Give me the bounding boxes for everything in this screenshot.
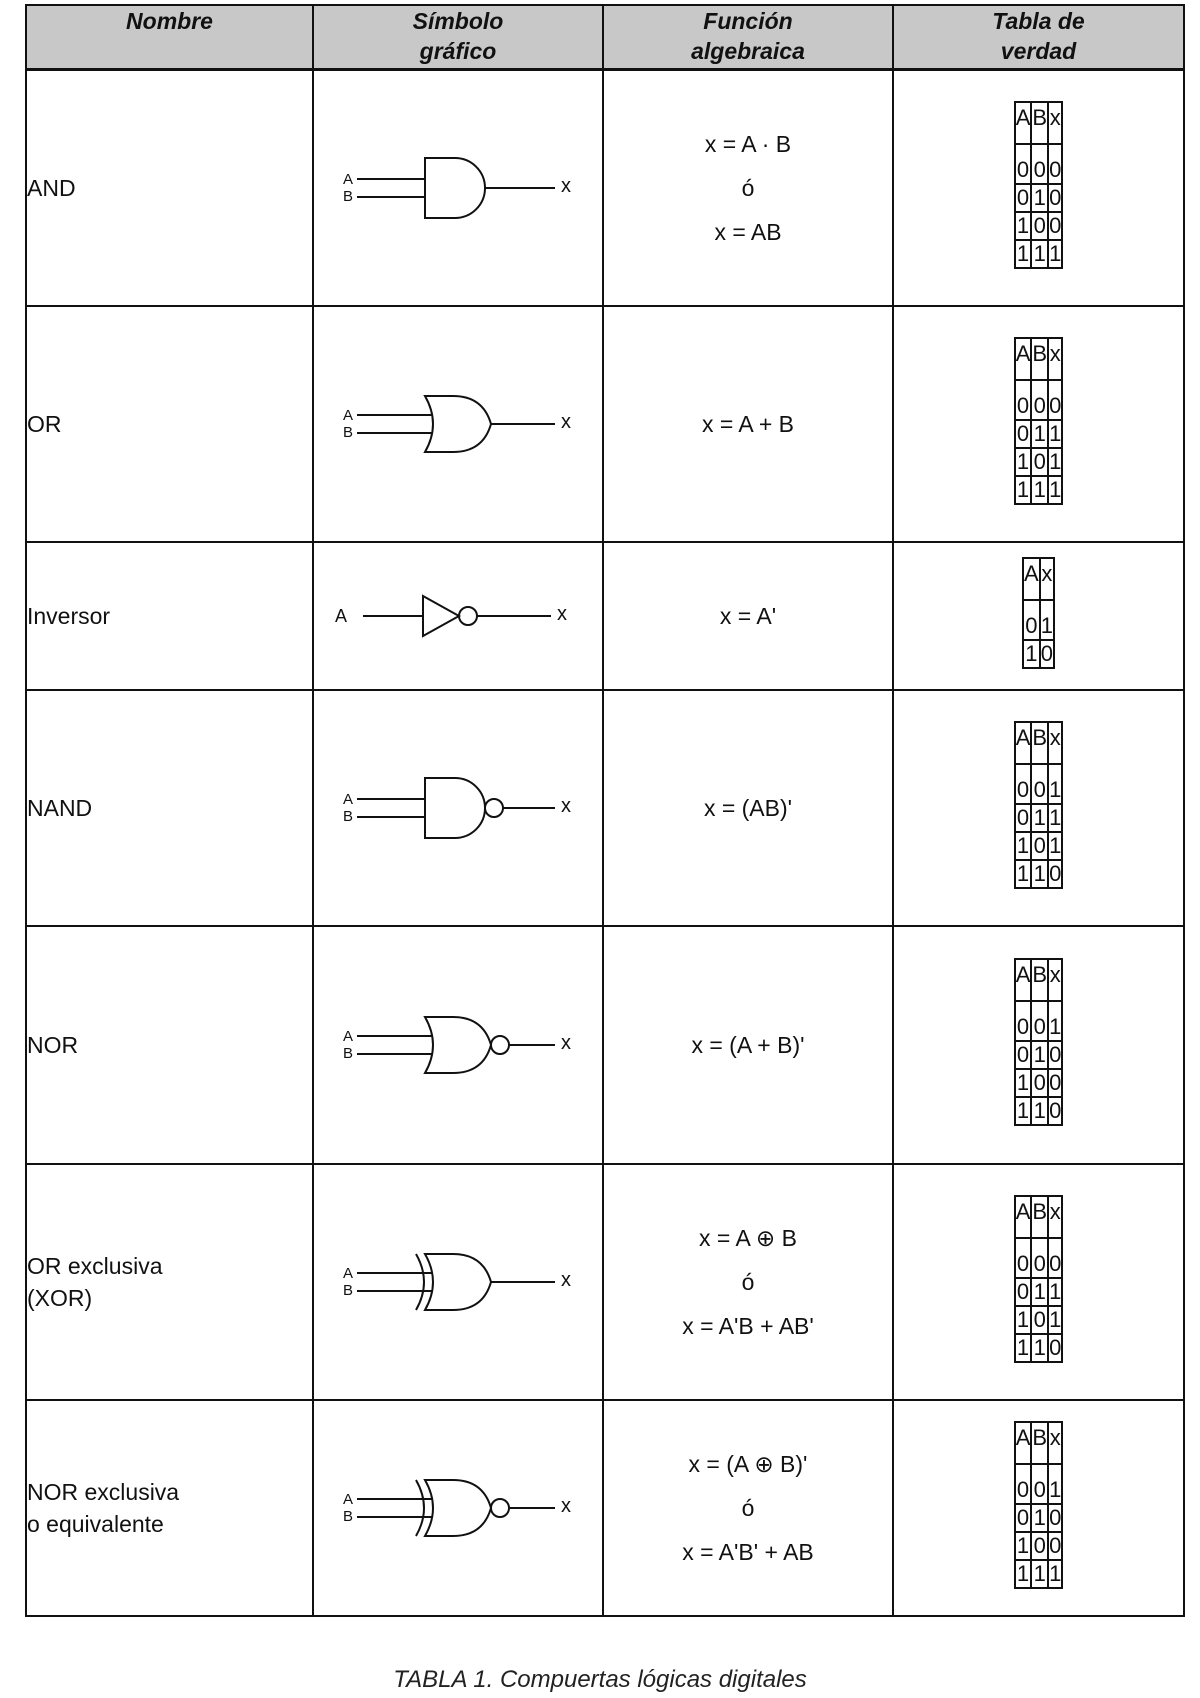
gate-row bbox=[26, 1400, 1184, 1616]
truth-table-cell bbox=[893, 306, 1184, 542]
truth-value: 1 bbox=[1031, 184, 1048, 212]
truth-value: 1 bbox=[1015, 832, 1032, 860]
algebraic-expression: ó bbox=[741, 1268, 755, 1295]
truth-value: 0 bbox=[1031, 1069, 1048, 1097]
gate-name-line: NAND bbox=[27, 794, 93, 821]
truth-value: 1 bbox=[1031, 860, 1048, 888]
truth-value: 1 bbox=[1031, 1097, 1048, 1125]
header-symbol: Símbolo gráfico bbox=[313, 5, 603, 70]
truth-value: 1 bbox=[1049, 1307, 1062, 1332]
truth-table bbox=[1014, 958, 1064, 1126]
output-x-label: x bbox=[557, 602, 567, 625]
input-b-label: B bbox=[343, 1281, 354, 1299]
input-b-label: B bbox=[343, 423, 354, 441]
algebraic-expression: x = (A + B)' bbox=[691, 1031, 805, 1058]
logic-gates-table bbox=[25, 4, 1185, 1617]
truth-value: 1 bbox=[1031, 420, 1048, 448]
truth-table-cell bbox=[893, 542, 1184, 690]
header-row bbox=[26, 5, 1184, 70]
truth-header-a: A bbox=[1023, 558, 1040, 600]
truth-header-x: x bbox=[1048, 102, 1062, 144]
truth-value: 0 bbox=[1031, 144, 1048, 184]
truth-value: 1 bbox=[1049, 449, 1062, 474]
truth-value: 1 bbox=[1031, 1504, 1048, 1532]
gate-symbol-cell bbox=[313, 306, 603, 542]
xor-gate-symbol bbox=[323, 1227, 593, 1337]
truth-table-cell bbox=[893, 70, 1184, 306]
gate-name-line: o equivalente bbox=[27, 1510, 164, 1537]
gate-name bbox=[26, 542, 313, 690]
truth-value: 1 bbox=[1015, 1334, 1032, 1362]
truth-value: 1 bbox=[1049, 477, 1062, 502]
truth-value: 1 bbox=[1049, 241, 1062, 267]
algebraic-expression: x = A ⊕ B bbox=[699, 1224, 797, 1251]
gate-symbol-cell bbox=[313, 1400, 603, 1616]
input-a-label: A bbox=[343, 170, 354, 188]
truth-table-cell bbox=[893, 690, 1184, 926]
algebraic-expression: x = A' bbox=[719, 602, 777, 629]
truth-value: 0 bbox=[1015, 1001, 1032, 1041]
truth-header-b: B bbox=[1031, 1422, 1048, 1464]
truth-value: 0 bbox=[1048, 144, 1062, 184]
truth-value: 0 bbox=[1049, 1335, 1062, 1360]
truth-header-a: A bbox=[1015, 722, 1032, 764]
truth-value: 0 bbox=[1015, 420, 1032, 448]
truth-value: 0 bbox=[1015, 764, 1032, 804]
algebraic-expression: ó bbox=[741, 174, 755, 201]
truth-value: 1 bbox=[1015, 1560, 1032, 1588]
truth-value: 0 bbox=[1031, 212, 1048, 240]
truth-value: 0 bbox=[1031, 832, 1048, 860]
input-b-label: B bbox=[343, 1044, 354, 1062]
truth-value: 1 bbox=[1049, 805, 1062, 830]
truth-table bbox=[1014, 1195, 1064, 1363]
truth-table-cell bbox=[893, 1164, 1184, 1400]
input-a-label: A bbox=[343, 1027, 354, 1045]
algebraic-expression: x = AB bbox=[714, 218, 782, 245]
gate-name-line: (XOR) bbox=[27, 1284, 93, 1311]
truth-header-b: B bbox=[1031, 338, 1048, 380]
truth-header-a: A bbox=[1015, 1196, 1032, 1238]
truth-header-x: x bbox=[1040, 558, 1054, 600]
input-a-label: A bbox=[343, 1490, 354, 1508]
table-caption: TABLA 1. Compuertas lógicas digitales bbox=[393, 1666, 807, 1693]
algebraic-function-cell bbox=[603, 1400, 893, 1616]
truth-value: 1 bbox=[1015, 212, 1032, 240]
input-b-label: B bbox=[343, 807, 354, 825]
truth-header-x: x bbox=[1048, 959, 1062, 1001]
truth-value: 1 bbox=[1015, 240, 1032, 268]
input-a-label: A bbox=[335, 605, 348, 626]
gate-name-line: Inversor bbox=[27, 602, 111, 629]
truth-table bbox=[1014, 101, 1064, 269]
gate-name bbox=[26, 690, 313, 926]
truth-value: 0 bbox=[1015, 1041, 1032, 1069]
truth-value: 0 bbox=[1015, 184, 1032, 212]
truth-header-x: x bbox=[1048, 1422, 1062, 1464]
gate-row bbox=[26, 926, 1184, 1164]
truth-table bbox=[1014, 337, 1064, 505]
truth-table bbox=[1014, 1421, 1064, 1589]
truth-value: 0 bbox=[1031, 448, 1048, 476]
algebraic-function-cell bbox=[603, 542, 893, 690]
algebraic-function-cell bbox=[603, 1164, 893, 1400]
output-x-label: x bbox=[561, 1031, 571, 1054]
header-function: Función algebraica bbox=[603, 5, 893, 70]
truth-value: 0 bbox=[1015, 1278, 1032, 1306]
header-truth-table: Tabla de verdad bbox=[893, 5, 1184, 70]
truth-value: 0 bbox=[1049, 213, 1062, 239]
algebraic-expression: x = (A ⊕ B)' bbox=[688, 1450, 808, 1477]
truth-value: 0 bbox=[1049, 1070, 1062, 1095]
gate-symbol-cell bbox=[313, 926, 603, 1164]
truth-value: 1 bbox=[1031, 1334, 1048, 1362]
truth-value: 1 bbox=[1048, 764, 1062, 804]
gate-name-line: NOR bbox=[27, 1031, 79, 1058]
output-x-label: x bbox=[561, 1494, 571, 1517]
gate-name bbox=[26, 70, 313, 306]
gate-name bbox=[26, 926, 313, 1164]
truth-value: 0 bbox=[1031, 1532, 1048, 1560]
nand-gate-symbol bbox=[323, 753, 593, 863]
output-x-label: x bbox=[561, 1268, 571, 1291]
gate-symbol-cell bbox=[313, 70, 603, 306]
algebraic-function-cell bbox=[603, 926, 893, 1164]
truth-header-a: A bbox=[1015, 338, 1032, 380]
truth-value: 0 bbox=[1048, 380, 1062, 420]
gate-name bbox=[26, 1164, 313, 1400]
not-gate-symbol bbox=[323, 561, 593, 671]
gate-name-line: OR exclusiva bbox=[27, 1252, 163, 1279]
truth-value: 1 bbox=[1031, 240, 1048, 268]
truth-value: 1 bbox=[1015, 1306, 1032, 1334]
truth-table-cell bbox=[893, 1400, 1184, 1616]
algebraic-expression: x = A'B + AB' bbox=[682, 1312, 814, 1339]
gate-name bbox=[26, 306, 313, 542]
truth-value: 1 bbox=[1031, 804, 1048, 832]
truth-value: 0 bbox=[1031, 1464, 1048, 1504]
input-b-label: B bbox=[343, 187, 354, 205]
truth-value: 0 bbox=[1031, 380, 1048, 420]
truth-value: 1 bbox=[1049, 833, 1062, 858]
input-a-label: A bbox=[343, 790, 354, 808]
truth-value: 1 bbox=[1049, 1279, 1062, 1304]
truth-value: 0 bbox=[1049, 861, 1062, 886]
gate-row bbox=[26, 306, 1184, 542]
truth-value: 1 bbox=[1015, 1532, 1032, 1560]
gate-row bbox=[26, 690, 1184, 926]
truth-value: 1 bbox=[1015, 860, 1032, 888]
algebraic-expression: x = A'B' + AB bbox=[682, 1538, 814, 1565]
output-x-label: x bbox=[561, 794, 571, 817]
truth-table bbox=[1022, 557, 1055, 669]
algebraic-function-cell bbox=[603, 306, 893, 542]
gate-row bbox=[26, 542, 1184, 690]
xnor-gate-symbol bbox=[323, 1453, 593, 1563]
algebraic-expression: x = A + B bbox=[701, 410, 795, 437]
algebraic-expression: ó bbox=[741, 1494, 755, 1521]
gate-symbol-cell bbox=[313, 542, 603, 690]
truth-header-b: B bbox=[1031, 1196, 1048, 1238]
truth-value: 1 bbox=[1031, 1560, 1048, 1588]
truth-value: 1 bbox=[1048, 1001, 1062, 1041]
truth-header-a: A bbox=[1015, 1422, 1032, 1464]
truth-header-a: A bbox=[1015, 959, 1032, 1001]
truth-value: 1 bbox=[1048, 1464, 1062, 1504]
gate-row bbox=[26, 70, 1184, 306]
gate-row bbox=[26, 1164, 1184, 1400]
truth-value: 1 bbox=[1049, 1561, 1062, 1586]
truth-value: 1 bbox=[1015, 1069, 1032, 1097]
truth-value: 0 bbox=[1040, 641, 1053, 666]
gate-symbol-cell bbox=[313, 1164, 603, 1400]
truth-value: 0 bbox=[1015, 1504, 1032, 1532]
algebraic-expression: x = A · B bbox=[704, 130, 792, 157]
truth-value: 0 bbox=[1031, 1001, 1048, 1041]
truth-value: 0 bbox=[1031, 764, 1048, 804]
truth-header-x: x bbox=[1048, 338, 1062, 380]
truth-header-x: x bbox=[1048, 722, 1062, 764]
truth-value: 1 bbox=[1031, 1278, 1048, 1306]
truth-header-b: B bbox=[1031, 959, 1048, 1001]
truth-value: 1 bbox=[1049, 421, 1062, 446]
input-a-label: A bbox=[343, 1264, 354, 1282]
truth-header-b: B bbox=[1031, 722, 1048, 764]
gate-name-line: NOR exclusiva bbox=[27, 1478, 180, 1505]
algebraic-expression: x = (AB)' bbox=[703, 794, 793, 821]
truth-value: 0 bbox=[1031, 1238, 1048, 1278]
truth-value: 0 bbox=[1015, 380, 1032, 420]
input-b-label: B bbox=[343, 1507, 354, 1525]
truth-value: 0 bbox=[1049, 1098, 1062, 1123]
truth-value: 0 bbox=[1015, 144, 1032, 184]
truth-value: 1 bbox=[1015, 448, 1032, 476]
gate-name-line: AND bbox=[27, 174, 76, 201]
truth-header-x: x bbox=[1048, 1196, 1062, 1238]
truth-value: 0 bbox=[1049, 1505, 1062, 1530]
output-x-label: x bbox=[561, 174, 571, 197]
truth-value: 0 bbox=[1049, 1042, 1062, 1067]
algebraic-function-cell bbox=[603, 70, 893, 306]
truth-value: 0 bbox=[1048, 1238, 1062, 1278]
truth-value: 1 bbox=[1031, 1041, 1048, 1069]
gate-symbol-cell bbox=[313, 690, 603, 926]
truth-header-a: A bbox=[1015, 102, 1032, 144]
output-x-label: x bbox=[561, 410, 571, 433]
algebraic-function-cell bbox=[603, 690, 893, 926]
truth-value: 0 bbox=[1049, 185, 1062, 211]
truth-value: 0 bbox=[1015, 1464, 1032, 1504]
truth-value: 1 bbox=[1015, 1097, 1032, 1125]
truth-value: 0 bbox=[1023, 600, 1040, 640]
truth-value: 1 bbox=[1040, 600, 1054, 640]
truth-value: 0 bbox=[1049, 1533, 1062, 1558]
and-gate-symbol bbox=[323, 133, 593, 243]
header-name: Nombre bbox=[26, 5, 313, 70]
or-gate-symbol bbox=[323, 369, 593, 479]
gate-name bbox=[26, 1400, 313, 1616]
truth-table bbox=[1014, 721, 1064, 889]
gate-name-line: OR bbox=[27, 410, 62, 437]
truth-header-b: B bbox=[1031, 102, 1048, 144]
input-a-label: A bbox=[343, 406, 354, 424]
truth-value: 1 bbox=[1015, 476, 1032, 504]
truth-value: 0 bbox=[1015, 1238, 1032, 1278]
truth-value: 0 bbox=[1015, 804, 1032, 832]
truth-table-cell bbox=[893, 926, 1184, 1164]
nor-gate-symbol bbox=[323, 990, 593, 1100]
truth-value: 1 bbox=[1031, 476, 1048, 504]
truth-value: 1 bbox=[1023, 640, 1040, 668]
truth-value: 0 bbox=[1031, 1306, 1048, 1334]
